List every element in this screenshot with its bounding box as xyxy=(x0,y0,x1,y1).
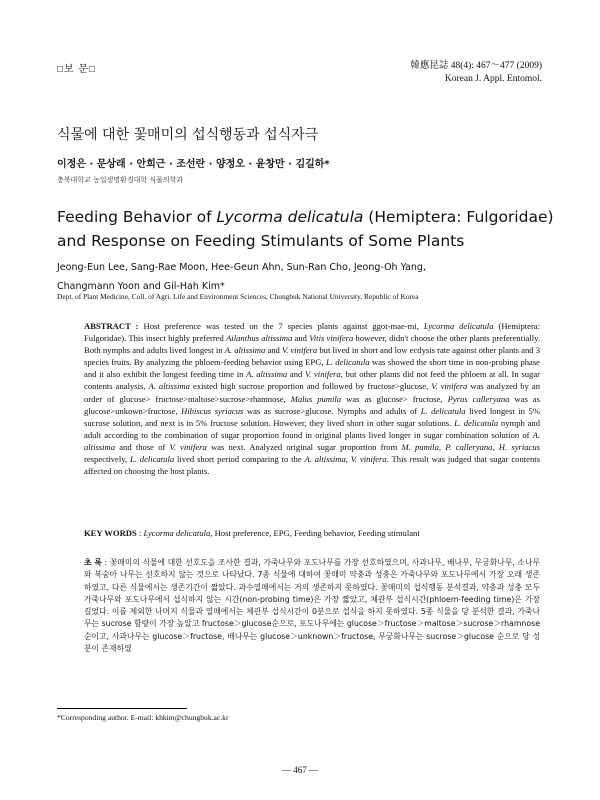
abstract-species: M. pumila, P. calleryana, H. syriacus xyxy=(401,441,540,452)
title-english xyxy=(57,205,557,253)
title-korean: 식물에 대한 꽃매미의 섭식행동과 섭식자극 xyxy=(57,127,319,143)
title-english-species: Lycorma delicatula xyxy=(216,208,364,226)
journal-citation-kr: 韓應昆誌 48(4): 467～477 (2009) xyxy=(410,61,542,71)
abstract-text: respectively, xyxy=(84,454,130,465)
abstract-text: lived short period comparing to the xyxy=(174,454,305,465)
affiliation-korean: 충북대학교 농업생명환경대학 식물의학과 xyxy=(57,176,184,184)
abstract-text: nymph and adult according to the combination of sugar proportion found in original plants lived longer in sugar combination solution of xyxy=(84,417,540,440)
corresponding-author-footnote: *Corresponding author. E-mail: khkim@chungbuk.ac.kr xyxy=(57,713,229,722)
abstract-text: and xyxy=(292,333,310,344)
article-type-label: □보 문□ xyxy=(57,64,96,75)
footnote-divider xyxy=(57,708,187,709)
journal-citation-en: Korean J. Appl. Entomol. xyxy=(444,74,542,84)
title-english-part1: Feeding Behavior of xyxy=(57,208,217,226)
abstract-species: Hibiscus syriacus xyxy=(181,405,244,416)
abstract-species: Ailanthus altissima xyxy=(226,333,293,344)
abstract-text: was as glucose>unkown>fructose, xyxy=(84,393,540,416)
authors-korean: 이정은 · 문상래 · 안희근 · 조선란 · 양정오 · 윤창만 · 김길하* xyxy=(57,159,330,170)
abstract-species: V. vinifera, xyxy=(305,369,343,380)
keywords-separator: : xyxy=(136,528,144,538)
abstract-text: lived longest in 5% sucrose solution, and next is in 5% fructose solution. However, they lived short in other sugar solutions. xyxy=(84,405,540,428)
keywords-list: , Host preference, EPG, Feeding behavior, Feeding stimulant xyxy=(210,528,420,538)
affiliation-english: Dept. of Plant Medicine, Coll. of Agri. Life and Environment Sciences, Chungbuk National University, Republic of Korea xyxy=(57,292,419,301)
abstract-text: however, didn't choose the other plants preferentially. Both nymphs and adults lived longest in xyxy=(84,333,540,356)
abstract-species: L. delicatula xyxy=(420,405,466,416)
abstract-korean xyxy=(84,557,540,655)
title-english-part2: (Hemiptera: Fulgoridae) and Response on Feeding Stimulants of Some Plants xyxy=(57,208,554,250)
abstract-text: but other plants did not feed the phloem at all. In sugar contents analysis, xyxy=(84,369,540,392)
abstract-species: Pyrus calleryana xyxy=(447,393,510,404)
abstract-species: A. altissima xyxy=(84,429,540,452)
abstract-text: existed high sucrose proportion and followed by fructose>glucose, xyxy=(189,381,432,392)
abstract-label: ABSTRACT : xyxy=(84,321,139,331)
abstract-species: L. delicatula xyxy=(325,357,370,368)
abstract-species: A. altissima xyxy=(246,369,288,380)
abstract-text: was showed the short time in non-probing phase and it also exhibit the longest feeding time in xyxy=(84,357,541,380)
abstract-species: Vitis vinifera xyxy=(309,333,354,344)
keywords-species: Lycorma delicatula xyxy=(143,528,211,538)
journal-citation xyxy=(410,60,542,86)
abstract-species: V. vinifera xyxy=(431,381,468,392)
abstract-species: L. delicatula xyxy=(454,417,499,428)
keywords xyxy=(84,528,540,538)
abstract-species: A. altissima xyxy=(148,381,190,392)
abstract-text: . This result was judged that sugar contents affected on choosing the host plants. xyxy=(84,454,540,477)
authors-english xyxy=(57,258,557,296)
abstract-text: but lived in short and low ecdysis rate against other plants and 3 species fruits. By analyzing the phloem-feeding behavior using EPG, xyxy=(84,345,540,368)
abstract-text: Host preference was tested on the 7 species plants against ggot-mae-mi, xyxy=(138,321,424,331)
authors-english-line1: Jeong-Eun Lee, Sang-Rae Moon, Hee-Geun Ahn, Sun-Ran Cho, Jeong-Oh Yang, xyxy=(57,262,426,273)
abstract-text: and xyxy=(287,369,306,380)
keywords-label: KEY WORDS xyxy=(84,528,137,538)
abstract-english xyxy=(84,320,540,477)
abstract-text: was as glucose> fructose, xyxy=(341,393,448,404)
abstract-text: and those of xyxy=(115,441,170,452)
authors-english-line2: Changmann Yoon and Gil-Hah Kim* xyxy=(57,281,225,292)
abstract-text: (Hemiptera: Fulgoridae). This insect highly preferred xyxy=(84,321,541,344)
abstract-species: A. altissima xyxy=(224,345,266,356)
page-number: ― 467 ― xyxy=(282,765,318,775)
abstract-species: A. altissima, V. vinifera xyxy=(304,454,387,465)
abstract-species: V. vinifera xyxy=(282,345,318,356)
abstract-text: was as sucrose>glucose. Nymphs and adults of xyxy=(243,405,421,416)
abstract-species: V. vinifera xyxy=(169,441,207,452)
abstract-text: and xyxy=(265,345,283,356)
abstract-text: was analyzed by an order of glucose> fructose>maltose>sucrose>rhamnose, xyxy=(84,381,541,404)
abstract-species: Lycorma delicatula xyxy=(423,321,494,331)
abstract-text: was next. Analyzed original sugar proportion from xyxy=(206,441,402,452)
abstract-species: Malus pumila xyxy=(290,393,342,404)
abstract-korean-label: 초 록 xyxy=(84,558,102,567)
abstract-species: L. delicatula xyxy=(129,454,175,465)
abstract-korean-text: : 꽃매미의 식물에 대한 선호도을 조사한 결과, 가죽나무와 포도나무를 가장 선호하였으며, 사과나무, 배나무, 무궁화나무, 소나무와 복숭아 나무는 선호하지 않는 것으로 나타났다. 7종 식물에 대하여 꽃매미 약충과 성충은 가죽나무와 포도나무에서 가장 오래 생존하였고, 다른 식물에서는 생존기간이 짧았다. 과수열매에서는 거의 생존하지 못하였다. 꽃매미의 섭식행동 분석결과, 약충과 성충 모두 가죽나무와 포도나무에서 섭식하지 않는 시간(non-probing time)은 가장 짧았고, 체관부 섭식시간(phloem-feeding time)은 가장 길었다. 이를 제외한 나머지 식물과 열매에서는 체관부 섭식시간이 0분으로 섭식을 하지 못하였다. 5종 식물을 당 분석한 결과, 가죽나무는 sucrose 함량이 가장 높았고 fructose＞glucose순으로, 포도나무에는 glucose＞fructose＞maltose＞sucrose＞rhamnose순이고, 사과나무는 glucose＞fructose, 배나무는 glucose＞unknown＞fructose, 무궁화나무는 sucrose＞glucose 순으로 당 성분이 존재하였 xyxy=(84,558,541,654)
